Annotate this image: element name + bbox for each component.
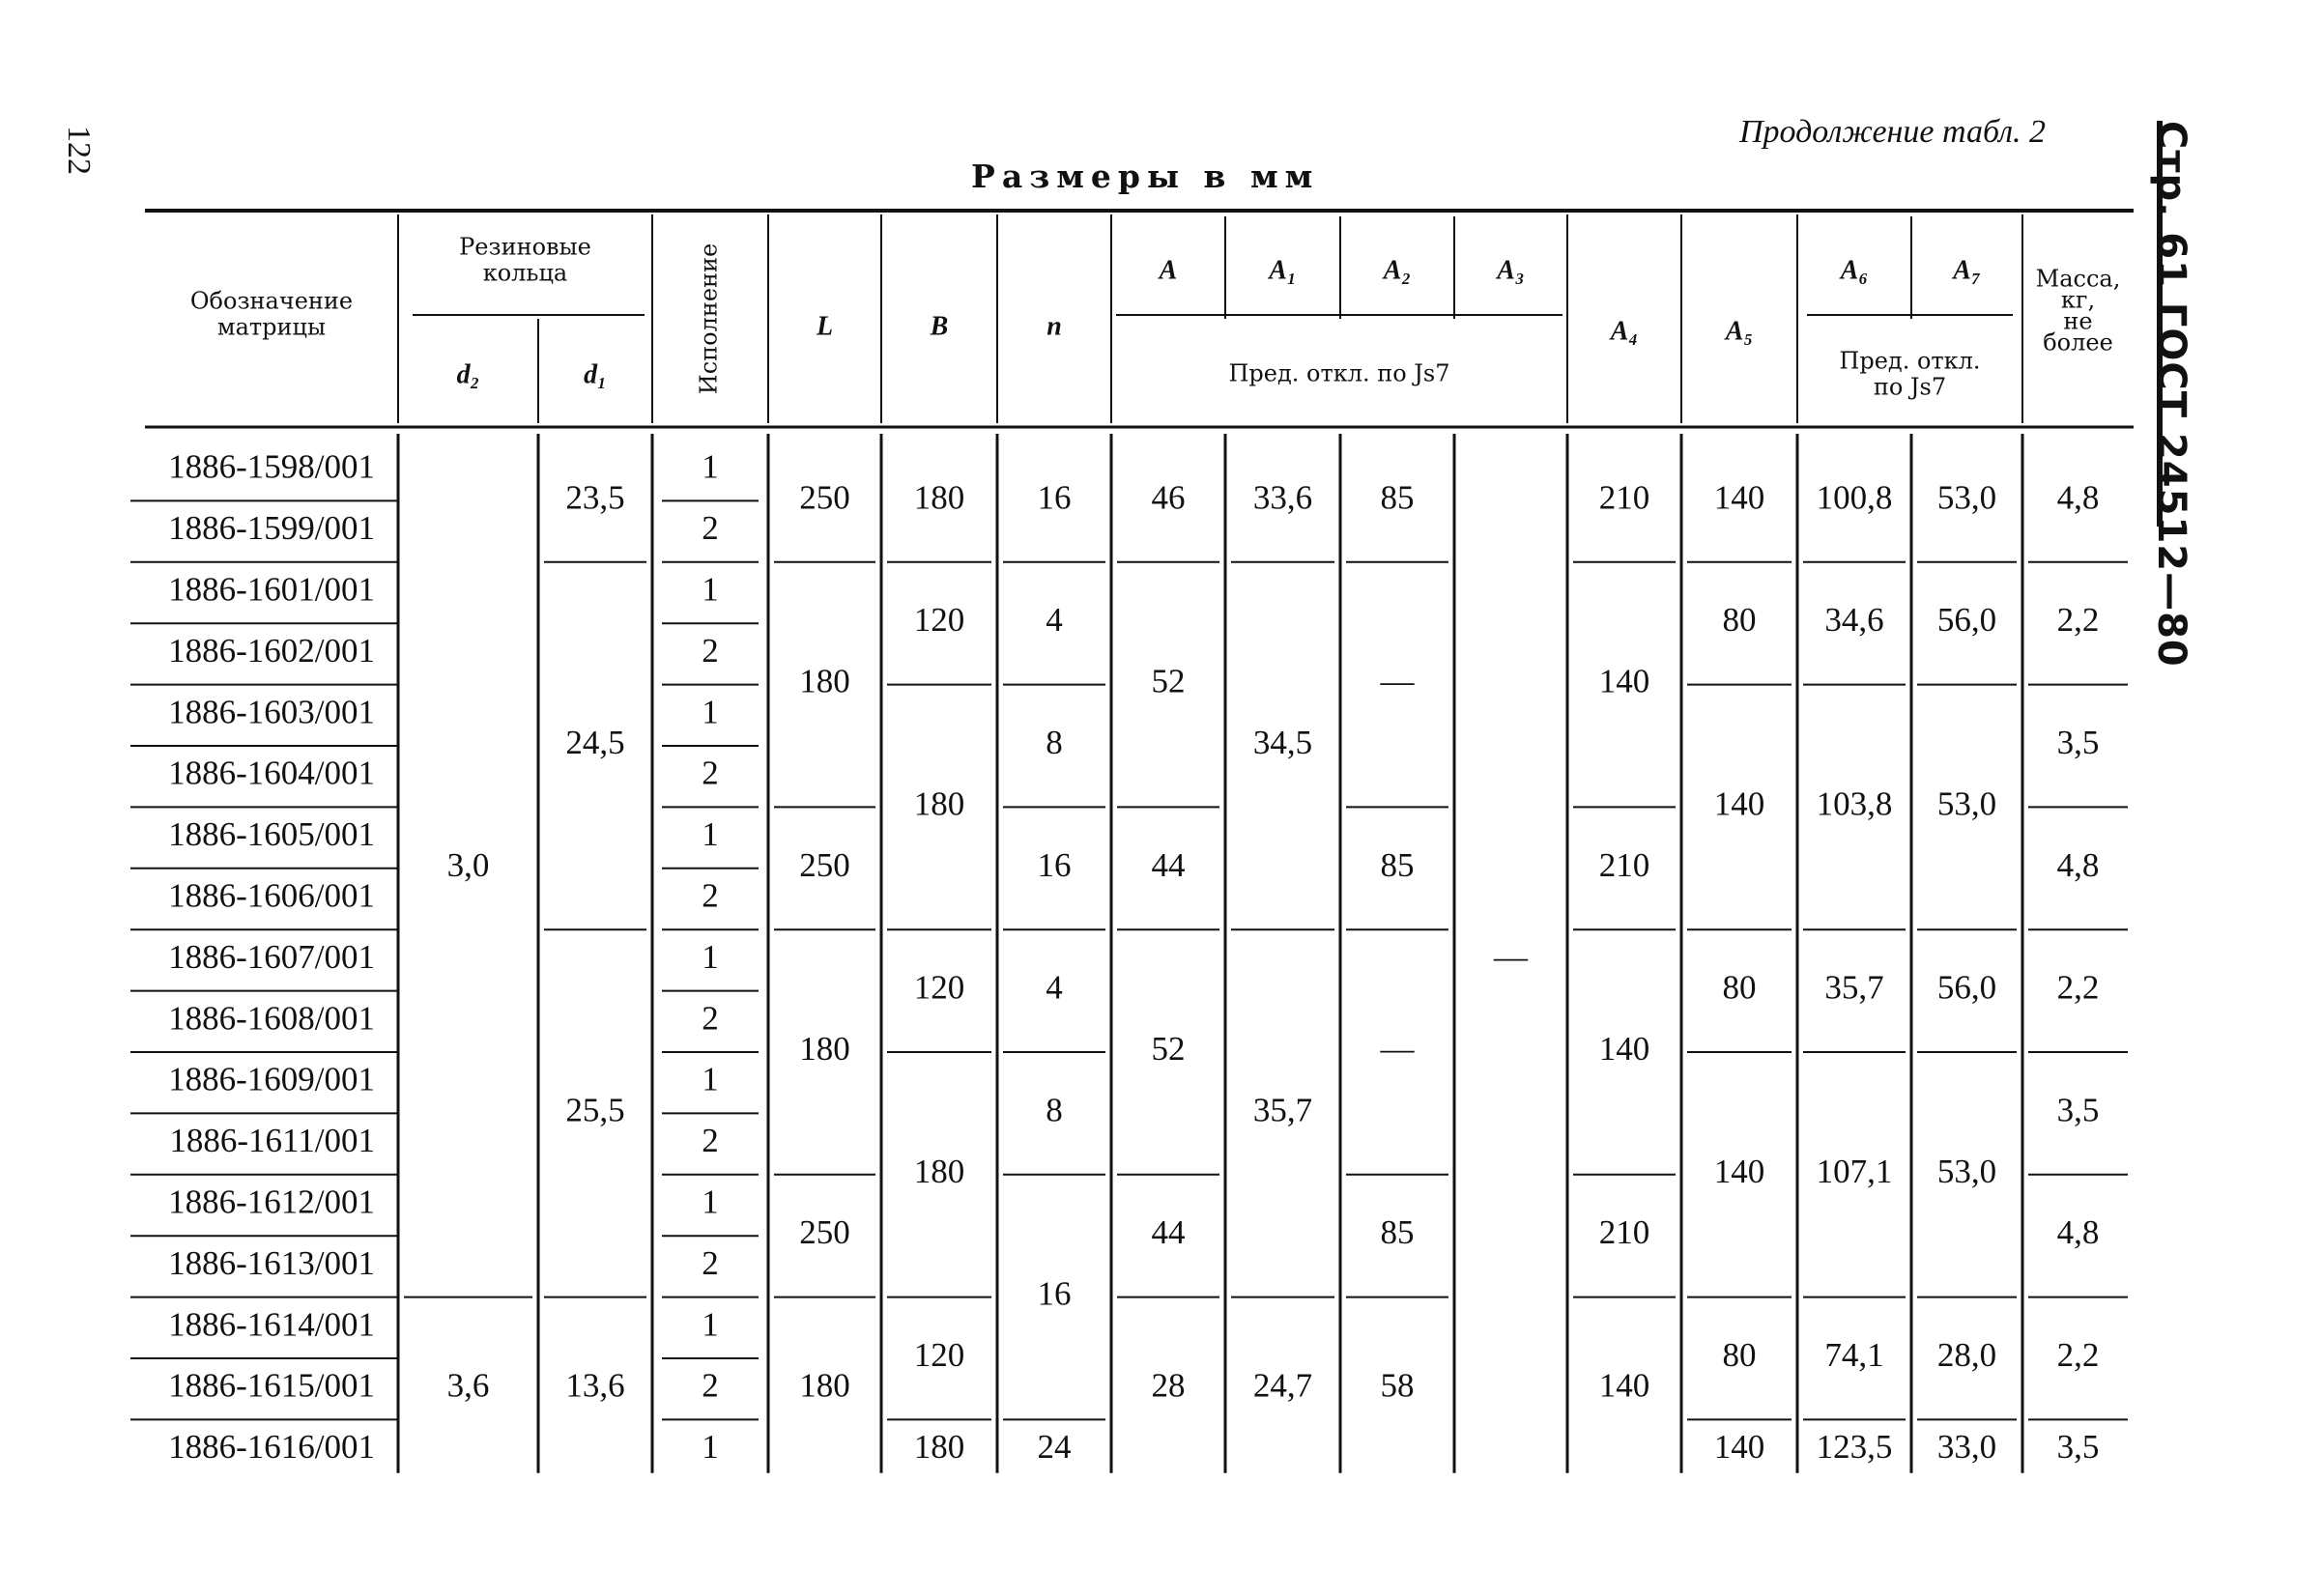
cell-d2: 3,6 <box>446 1366 490 1405</box>
row-execution: 2 <box>702 754 719 792</box>
cell-mass: 2,2 <box>2056 1336 2100 1375</box>
row-execution: 1 <box>702 693 719 731</box>
header-mass: более <box>2043 328 2113 356</box>
header-A6: A₆ <box>1840 255 1869 286</box>
cell-A7: 56,0 <box>1936 601 1997 640</box>
cell-A: 46 <box>1151 478 1186 517</box>
standard-reference: Стр. 61 ГОСТ 24512—80 <box>2149 121 2193 668</box>
header-d2: d₂ <box>456 359 480 390</box>
cell-n: 8 <box>1046 1091 1063 1129</box>
row-execution: 1 <box>702 1060 719 1098</box>
cell-B: 180 <box>913 784 965 823</box>
row-designation: 1886-1598/001 <box>168 447 375 486</box>
cell-n: 16 <box>1037 845 1072 884</box>
header-L: L <box>816 311 834 342</box>
cell-A6: 107,1 <box>1816 1152 1893 1190</box>
cell-A1: 33,6 <box>1252 478 1313 517</box>
header-d1: d₁ <box>584 359 607 390</box>
cell-d1: 25,5 <box>565 1091 625 1129</box>
cell-A: 52 <box>1151 1030 1186 1069</box>
header-B: B <box>930 311 949 342</box>
cell-A6: 103,8 <box>1816 784 1893 823</box>
cell-L: 180 <box>799 1030 850 1069</box>
cell-A: 52 <box>1151 662 1186 700</box>
cell-A: 44 <box>1151 1213 1186 1252</box>
cell-L: 180 <box>799 1366 850 1405</box>
cell-A7: 53,0 <box>1936 1152 1997 1190</box>
cell-B: 180 <box>913 1428 965 1467</box>
header-A5: A₅ <box>1725 316 1754 347</box>
header-A: A <box>1159 255 1178 286</box>
header-A4: A₄ <box>1610 316 1639 347</box>
cell-A1: 34,5 <box>1252 724 1313 762</box>
cell-mass: 4,8 <box>2056 1213 2100 1252</box>
cell-A1: 24,7 <box>1252 1366 1313 1405</box>
row-designation: 1886-1606/001 <box>168 876 375 915</box>
cell-B: 180 <box>913 1152 965 1190</box>
row-execution: 1 <box>702 570 719 609</box>
cell-d2: 3,0 <box>446 845 490 884</box>
header-A3: A₃ <box>1497 255 1525 286</box>
cell-B: 120 <box>913 1336 965 1375</box>
cell-mass: 4,8 <box>2056 845 2100 884</box>
cell-L: 180 <box>799 662 850 700</box>
cell-mass: 3,5 <box>2056 724 2100 762</box>
cell-d1: 13,6 <box>565 1366 625 1405</box>
cell-A5: 80 <box>1722 601 1757 640</box>
cell-A2: 58 <box>1380 1366 1415 1405</box>
cell-A1: 35,7 <box>1252 1091 1313 1129</box>
cell-A5: 140 <box>1713 478 1765 517</box>
row-designation: 1886-1599/001 <box>168 509 375 548</box>
cell-A7: 56,0 <box>1936 968 1997 1007</box>
header-A2: A₂ <box>1383 255 1412 286</box>
row-execution: 2 <box>702 999 719 1038</box>
cell-n: 24 <box>1037 1428 1072 1467</box>
cell-n: 8 <box>1046 724 1063 762</box>
cell-n: 16 <box>1037 1274 1072 1313</box>
cell-A2: 85 <box>1380 478 1415 517</box>
page-number: 122 <box>61 126 97 175</box>
row-designation: 1886-1601/001 <box>168 570 375 609</box>
row-execution: 2 <box>702 631 719 670</box>
cell-A4: 140 <box>1598 1366 1650 1405</box>
cell-d1: 24,5 <box>565 724 625 762</box>
header-A7: A₇ <box>1953 255 1981 286</box>
row-designation: 1886-1609/001 <box>168 1060 375 1098</box>
cell-A5: 80 <box>1722 1336 1757 1375</box>
row-designation: 1886-1615/001 <box>168 1366 375 1405</box>
row-execution: 2 <box>702 1243 719 1282</box>
cell-A7: 33,0 <box>1936 1428 1997 1467</box>
cell-n: 4 <box>1046 601 1063 640</box>
header-execution: Исполнение <box>695 242 723 395</box>
cell-A6: 123,5 <box>1816 1428 1893 1467</box>
cell-L: 250 <box>799 1213 850 1252</box>
cell-B: 120 <box>913 968 965 1007</box>
cell-d1: 23,5 <box>565 478 625 517</box>
cell-A6: 100,8 <box>1816 478 1893 517</box>
cell-B: 120 <box>913 601 965 640</box>
cell-A2: — <box>1380 1030 1415 1069</box>
cell-L: 250 <box>799 478 850 517</box>
cell-A4: 140 <box>1598 662 1650 700</box>
cell-mass: 3,5 <box>2056 1091 2100 1129</box>
header-tolerance: по Js7 <box>1873 373 1947 401</box>
row-execution: 2 <box>702 876 719 915</box>
header-tolerance: Пред. откл. <box>1839 347 1981 375</box>
cell-A2: 85 <box>1380 1213 1415 1252</box>
cell-A: 28 <box>1151 1366 1186 1405</box>
cell-B: 180 <box>913 478 965 517</box>
cell-n: 16 <box>1037 478 1072 517</box>
row-execution: 2 <box>702 1122 719 1160</box>
row-designation: 1886-1612/001 <box>168 1183 375 1221</box>
cell-A3: — <box>1494 937 1528 976</box>
cell-A5: 140 <box>1713 1152 1765 1190</box>
cell-A4: 140 <box>1598 1030 1650 1069</box>
cell-mass: 4,8 <box>2056 478 2100 517</box>
cell-A6: 35,7 <box>1824 968 1884 1007</box>
cell-mass: 2,2 <box>2056 968 2100 1007</box>
row-designation: 1886-1603/001 <box>168 693 375 731</box>
cell-A5: 140 <box>1713 784 1765 823</box>
row-execution: 1 <box>702 1428 719 1467</box>
cell-n: 4 <box>1046 968 1063 1007</box>
cell-A7: 28,0 <box>1936 1336 1997 1375</box>
cell-A7: 53,0 <box>1936 784 1997 823</box>
row-execution: 2 <box>702 1366 719 1405</box>
row-execution: 1 <box>702 815 719 854</box>
cell-A2: — <box>1380 662 1415 700</box>
row-execution: 1 <box>702 937 719 976</box>
header-designation: Обозначение <box>189 287 354 315</box>
cell-mass: 2,2 <box>2056 601 2100 640</box>
cell-A6: 34,6 <box>1824 601 1884 640</box>
cell-A5: 140 <box>1713 1428 1765 1467</box>
row-designation: 1886-1605/001 <box>168 815 375 854</box>
cell-A4: 210 <box>1598 845 1650 884</box>
row-designation: 1886-1602/001 <box>168 631 375 670</box>
row-designation: 1886-1614/001 <box>168 1305 375 1344</box>
row-designation: 1886-1613/001 <box>168 1243 375 1282</box>
units-caption: Размеры в мм <box>971 157 1320 195</box>
cell-A6: 74,1 <box>1824 1336 1884 1375</box>
cell-L: 250 <box>799 845 850 884</box>
row-designation: 1886-1607/001 <box>168 937 375 976</box>
row-execution: 1 <box>702 1305 719 1344</box>
continuation-caption: Продолжение табл. 2 <box>1739 114 2047 150</box>
cell-A: 44 <box>1151 845 1186 884</box>
cell-A4: 210 <box>1598 1213 1650 1252</box>
header-n: n <box>1046 311 1062 342</box>
cell-mass: 3,5 <box>2056 1428 2100 1467</box>
cell-A2: 85 <box>1380 845 1415 884</box>
header-mass: кг, <box>2060 286 2096 314</box>
header-mass: не <box>2063 307 2093 335</box>
cell-A7: 53,0 <box>1936 478 1997 517</box>
header-designation: матрицы <box>216 313 327 341</box>
row-designation: 1886-1611/001 <box>169 1122 375 1160</box>
header-A1: A₁ <box>1269 255 1297 286</box>
cell-A4: 210 <box>1598 478 1650 517</box>
row-execution: 1 <box>702 447 719 486</box>
row-designation: 1886-1608/001 <box>168 999 375 1038</box>
header-tolerance: Пред. откл. по Js7 <box>1228 359 1450 387</box>
header-rubber-rings: кольца <box>482 259 568 287</box>
row-designation: 1886-1616/001 <box>168 1428 375 1467</box>
row-designation: 1886-1604/001 <box>168 754 375 792</box>
row-execution: 2 <box>702 509 719 548</box>
row-execution: 1 <box>702 1183 719 1221</box>
cell-A5: 80 <box>1722 968 1757 1007</box>
header-rubber-rings: Резиновые <box>459 233 591 261</box>
header-mass: Масса, <box>2035 265 2121 293</box>
